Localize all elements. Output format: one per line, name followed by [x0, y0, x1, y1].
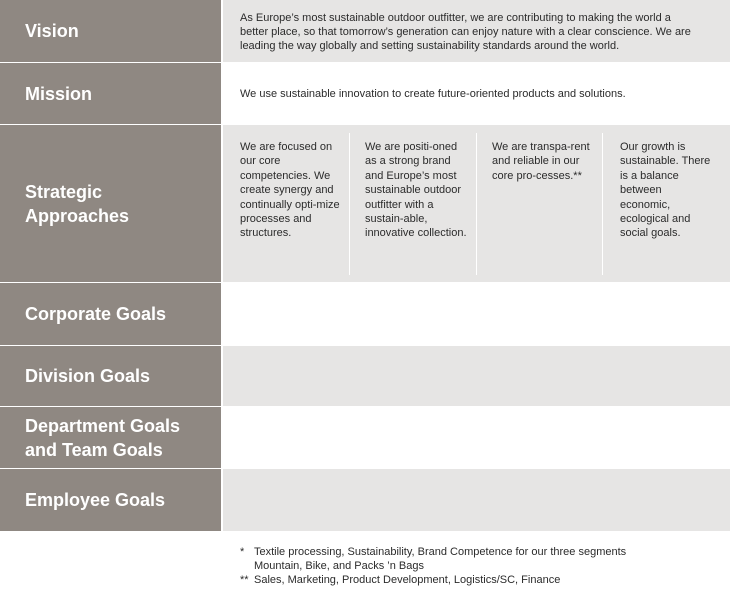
strategic-content	[223, 125, 730, 282]
approach-2: We are positi-oned as a strong brand and Europe’s most sustainable outdoor outfitter with a sustain-able, innovative collection.	[365, 141, 467, 240]
department-goals-row	[0, 407, 730, 468]
department-goals-content	[223, 407, 730, 468]
approach-divider	[349, 133, 350, 275]
employee-goals-label: Employee Goals	[0, 469, 221, 531]
approach-3: We are transpa-rent and reliable in our core pro-cesses.**	[492, 141, 590, 182]
corporate-goals-row	[0, 283, 730, 345]
mission-content	[223, 63, 730, 124]
vision-label: Vision	[0, 0, 221, 62]
vision-row	[0, 0, 730, 62]
footnote-2-mark: **	[240, 574, 249, 586]
footnote-2-text: Sales, Marketing, Product Development, Logistics/SC, Finance	[254, 574, 561, 586]
corporate-goals-content	[223, 283, 730, 345]
approach-divider	[602, 133, 603, 275]
corporate-goals-label: Corporate Goals	[0, 283, 221, 345]
footnote-1-text: Textile processing, Sustainability, Brand Competence for our three segments	[254, 546, 627, 558]
approach-4: Our growth is sustainable. There is a balance between economic, ecological and social goals.	[620, 141, 711, 240]
footnote-1-continuation: Mountain, Bike, and Packs ’n Bags	[254, 560, 424, 572]
division-goals-label: Division Goals	[0, 346, 221, 406]
approach-1: We are focused on our core competencies. We create synergy and continually opti-mize processes and structures.	[240, 141, 340, 240]
strategic-label: Strategic Approaches	[0, 125, 221, 282]
strategic-row	[0, 125, 730, 282]
mission-row	[0, 63, 730, 124]
approach-divider	[476, 133, 477, 275]
division-goals-row	[0, 346, 730, 406]
department-goals-label: Department Goals and Team Goals	[0, 407, 221, 468]
vision-content	[223, 0, 730, 62]
footnote-1-mark: *	[240, 546, 245, 558]
footnotes	[240, 545, 626, 587]
division-goals-content	[223, 346, 730, 406]
employee-goals-row	[0, 469, 730, 531]
footnote-1	[240, 545, 626, 559]
employee-goals-content	[223, 469, 730, 531]
mission-text: We use sustainable innovation to create future-oriented products and solutions.	[240, 88, 626, 100]
footnote-2	[240, 573, 626, 587]
vision-text: As Europe’s most sustainable outdoor outfitter, we are contributing to making the world a better place, so that tomorrow’s generation can enjoy nature with a clear conscience. We are leading the way globally and setting sustainability standards around the world.	[240, 12, 691, 52]
mission-label: Mission	[0, 63, 221, 124]
